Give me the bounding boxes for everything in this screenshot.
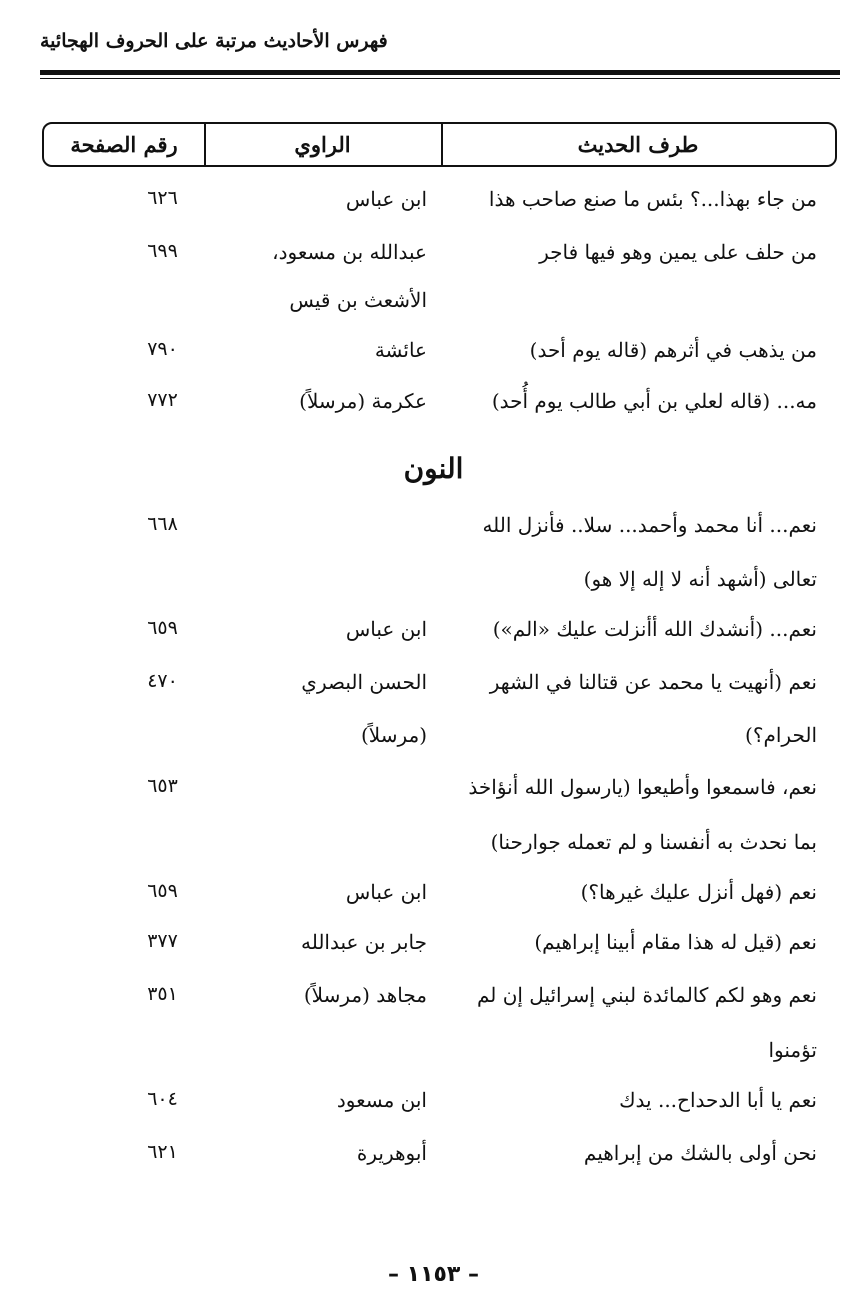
narrator-text: مجاهد (مرسلاً) (303, 983, 427, 1007)
page-number (120, 567, 205, 601)
column-header-page: رقم الصفحة (44, 124, 206, 165)
hadith-text: نعم (أنهيت يا محمد عن قتالنا في الشهر (489, 670, 817, 694)
hadith-text: نحن أولى بالشك من إبراهيم (583, 1141, 817, 1165)
column-header-narrator: الراوي (204, 124, 443, 165)
hadith-text: من يذهب في أثرهم (قاله يوم أحد) (529, 338, 817, 362)
page-number (120, 288, 205, 322)
header-rule-thin (40, 78, 840, 79)
narrator-text: ابن عباس (345, 880, 427, 904)
narrator-text: عبدالله بن مسعود، (272, 240, 427, 264)
page-number: ٤٧٠ (147, 670, 178, 692)
narrator-text: جابر بن عبدالله (300, 930, 427, 954)
hadith-text: نعم (قيل له هذا مقام أبينا إبراهيم) (534, 930, 817, 954)
page-number: ٦٥٣ (147, 775, 178, 797)
hadith-text: مه... (قاله لعلي بن أبي طالب يوم أُحد) (491, 389, 817, 413)
section-title: النون (403, 452, 464, 485)
page-number: ٣٥١ (147, 983, 178, 1005)
hadith-text: من حلف على يمين وهو فيها فاجر (539, 240, 817, 264)
hadith-text: نعم... (أنشدك الله أأنزلت عليك «الم») (492, 617, 817, 641)
page-number: ٦٥٩ (147, 880, 178, 902)
hadith-text: الحرام؟) (745, 723, 817, 747)
running-head: فهرس الأحاديث مرتبة على الحروف الهجائية (40, 30, 388, 52)
page-number (120, 723, 205, 757)
page-number: ٧٩٠ (147, 338, 178, 360)
hadith-text: نعم، فاسمعوا وأطيعوا (يارسول الله أنؤاخذ (468, 775, 817, 799)
hadith-text: تعالى (أشهد أنه لا إله إلا هو) (583, 567, 817, 591)
hadith-text: نعم يا أبا الدحداح... يدك (619, 1088, 817, 1112)
page-number: ٧٧٢ (147, 389, 178, 411)
narrator-text: الأشعث بن قيس (289, 288, 427, 312)
hadith-text: بما نحدث به أنفسنا و لم تعمله جوارحنا) (490, 830, 817, 854)
narrator-text: عكرمة (مرسلاً) (299, 389, 427, 413)
narrator-text: الحسن البصري (301, 670, 427, 694)
page-number: ٦٢١ (147, 1141, 178, 1163)
page-number (120, 1038, 205, 1072)
narrator-text: (مرسلاً) (360, 723, 427, 747)
narrator-text: ابن عباس (345, 187, 427, 211)
narrator-text: ابن مسعود (336, 1088, 427, 1112)
hadith-text: تؤمنوا (768, 1038, 817, 1062)
page-number: ٦٢٦ (147, 187, 178, 209)
hadith-text: من جاء بهذا...؟ بئس ما صنع صاحب هذا (488, 187, 817, 211)
page-number: ٣٧٧ (147, 930, 178, 952)
hadith-text: نعم... أنا محمد وأحمد... سلا.. فأنزل الله (482, 513, 817, 537)
narrator-text: أبوهريرة (356, 1141, 427, 1165)
page-number (120, 830, 205, 864)
header-rule-thick (40, 70, 840, 75)
hadith-text: نعم وهو لكم كالمائدة لبني إسرائيل إن لم (476, 983, 817, 1007)
hadith-text: نعم (فهل أنزل عليك غيرها؟) (580, 880, 817, 904)
page-number: ٦٦٨ (147, 513, 178, 535)
page-number: ٦٥٩ (147, 617, 178, 639)
column-header-hadith: طرف الحديث (577, 132, 699, 157)
page-number: ٦٠٤ (147, 1088, 178, 1110)
page-number: ٦٩٩ (147, 240, 178, 262)
narrator-text: ابن عباس (345, 617, 427, 641)
page-folio: – ١١٥٣ – (387, 1262, 480, 1287)
narrator-text: عائشة (374, 338, 427, 362)
table-header (42, 122, 837, 167)
